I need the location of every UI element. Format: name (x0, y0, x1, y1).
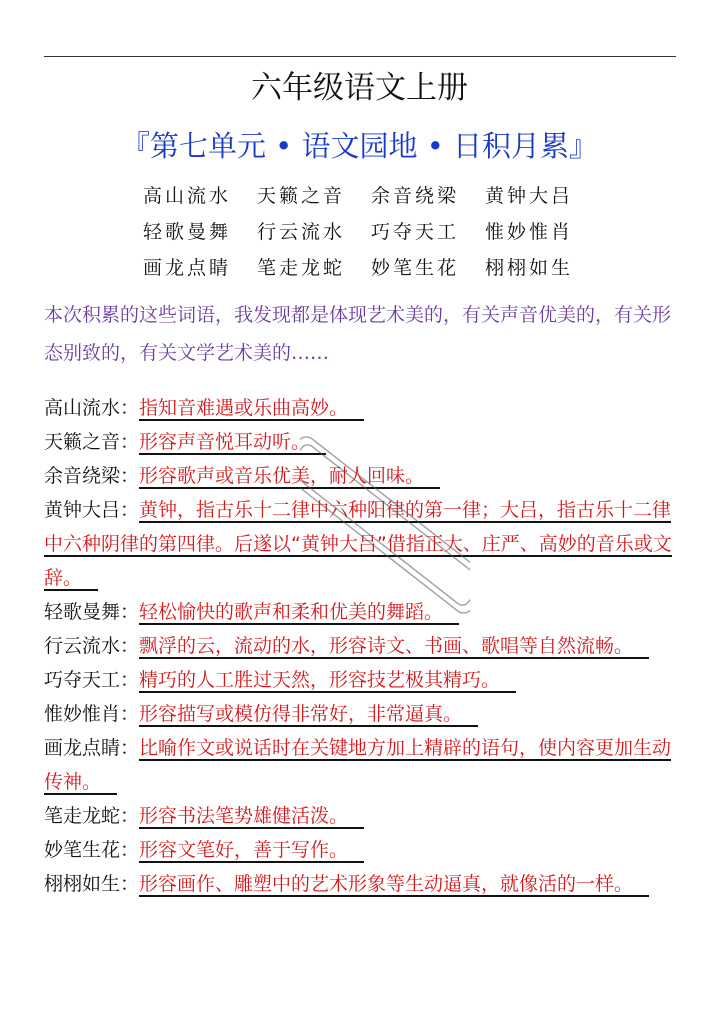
idiom-cell: 轻歌曼舞 (143, 220, 232, 243)
entry-definition: 黄钟，指古乐十二律中六种阳律的第一律；大吕，指古乐十二律中六种阴律的第四律。后遂以“黄钟大吕”借指正大、庄严、高妙的音乐或文辞。 (44, 499, 672, 589)
entry-definition: 轻松愉快的歌声和柔和优美的舞蹈。 (139, 601, 459, 625)
entry-definition: 形容声音悦耳动听。 (139, 431, 326, 455)
definition-entry (44, 391, 678, 425)
definition-list (44, 391, 678, 901)
entry-term: 巧夺天工： (44, 669, 140, 691)
intro-paragraph: 本次积累的这些词语，我发现都是体现艺术美的，有关声音优美的，有关形态别致的，有关文学艺术美的…… (44, 304, 672, 364)
idiom-cell: 黄钟大吕 (485, 184, 574, 207)
entry-term: 画龙点睛： (44, 737, 140, 759)
definition-entry (44, 595, 678, 629)
idiom-cell: 行云流水 (257, 220, 346, 243)
top-divider (44, 56, 676, 57)
definition-entry (44, 493, 678, 595)
entry-definition: 形容画作、雕塑中的艺术形象等生动逼真，就像活的一样。 (139, 873, 649, 897)
entry-term: 行云流水： (44, 635, 140, 657)
entry-term: 高山流水： (44, 397, 140, 419)
entry-definition: 精巧的人工胜过天然，形容技艺极其精巧。 (139, 669, 516, 693)
idiom-cell: 画龙点睛 (143, 256, 232, 279)
idiom-cell: 高山流水 (143, 184, 232, 207)
entry-definition: 比喻作文或说话时在关键地方加上精辟的语句，使内容更加生动传神。 (44, 737, 672, 793)
definition-entry (44, 425, 678, 459)
definition-entry (44, 459, 678, 493)
idiom-cell: 笔走龙蛇 (257, 256, 346, 279)
entry-term: 栩栩如生： (44, 873, 140, 895)
idiom-row (143, 212, 603, 248)
definition-entry (44, 731, 678, 799)
idiom-cell: 惟妙惟肖 (485, 220, 574, 243)
idiom-row (143, 176, 603, 212)
page-title: 六年级语文上册 (251, 70, 468, 106)
entry-definition: 飘浮的云，流动的水，形容诗文、书画、歌唱等自然流畅。 (139, 635, 649, 659)
definition-entry (44, 799, 678, 833)
entry-definition: 指知音难遇或乐曲高妙。 (139, 397, 364, 421)
definition-entry (44, 867, 678, 901)
entry-definition: 形容书法笔势雄健活泼。 (139, 805, 364, 829)
definition-entry (44, 629, 678, 663)
idiom-row (143, 248, 603, 284)
definition-entry (44, 833, 678, 867)
idiom-cell: 妙笔生花 (371, 256, 460, 279)
definition-entry (44, 663, 678, 697)
entry-definition: 形容描写或模仿得非常好，非常逼真。 (139, 703, 478, 727)
entry-term: 轻歌曼舞： (44, 601, 140, 623)
idiom-cell: 栩栩如生 (485, 256, 574, 279)
entry-term: 余音绕梁： (44, 465, 140, 487)
entry-term: 惟妙惟肖： (44, 703, 140, 725)
entry-term: 笔走龙蛇： (44, 805, 140, 827)
page-subtitle: 『第七单元 • 语文园地 • 日积月累』 (120, 129, 599, 163)
idiom-grid (143, 176, 603, 284)
entry-term: 黄钟大吕： (44, 499, 140, 521)
entry-definition: 形容歌声或音乐优美，耐人回味。 (139, 465, 440, 489)
definition-entry (44, 697, 678, 731)
idiom-cell: 巧夺天工 (371, 220, 460, 243)
idiom-cell: 余音绕梁 (371, 184, 460, 207)
entry-definition: 形容文笔好，善于写作。 (139, 839, 364, 863)
entry-term: 天籁之音： (44, 431, 140, 453)
idiom-cell: 天籁之音 (257, 184, 346, 207)
entry-term: 妙笔生花： (44, 839, 140, 861)
